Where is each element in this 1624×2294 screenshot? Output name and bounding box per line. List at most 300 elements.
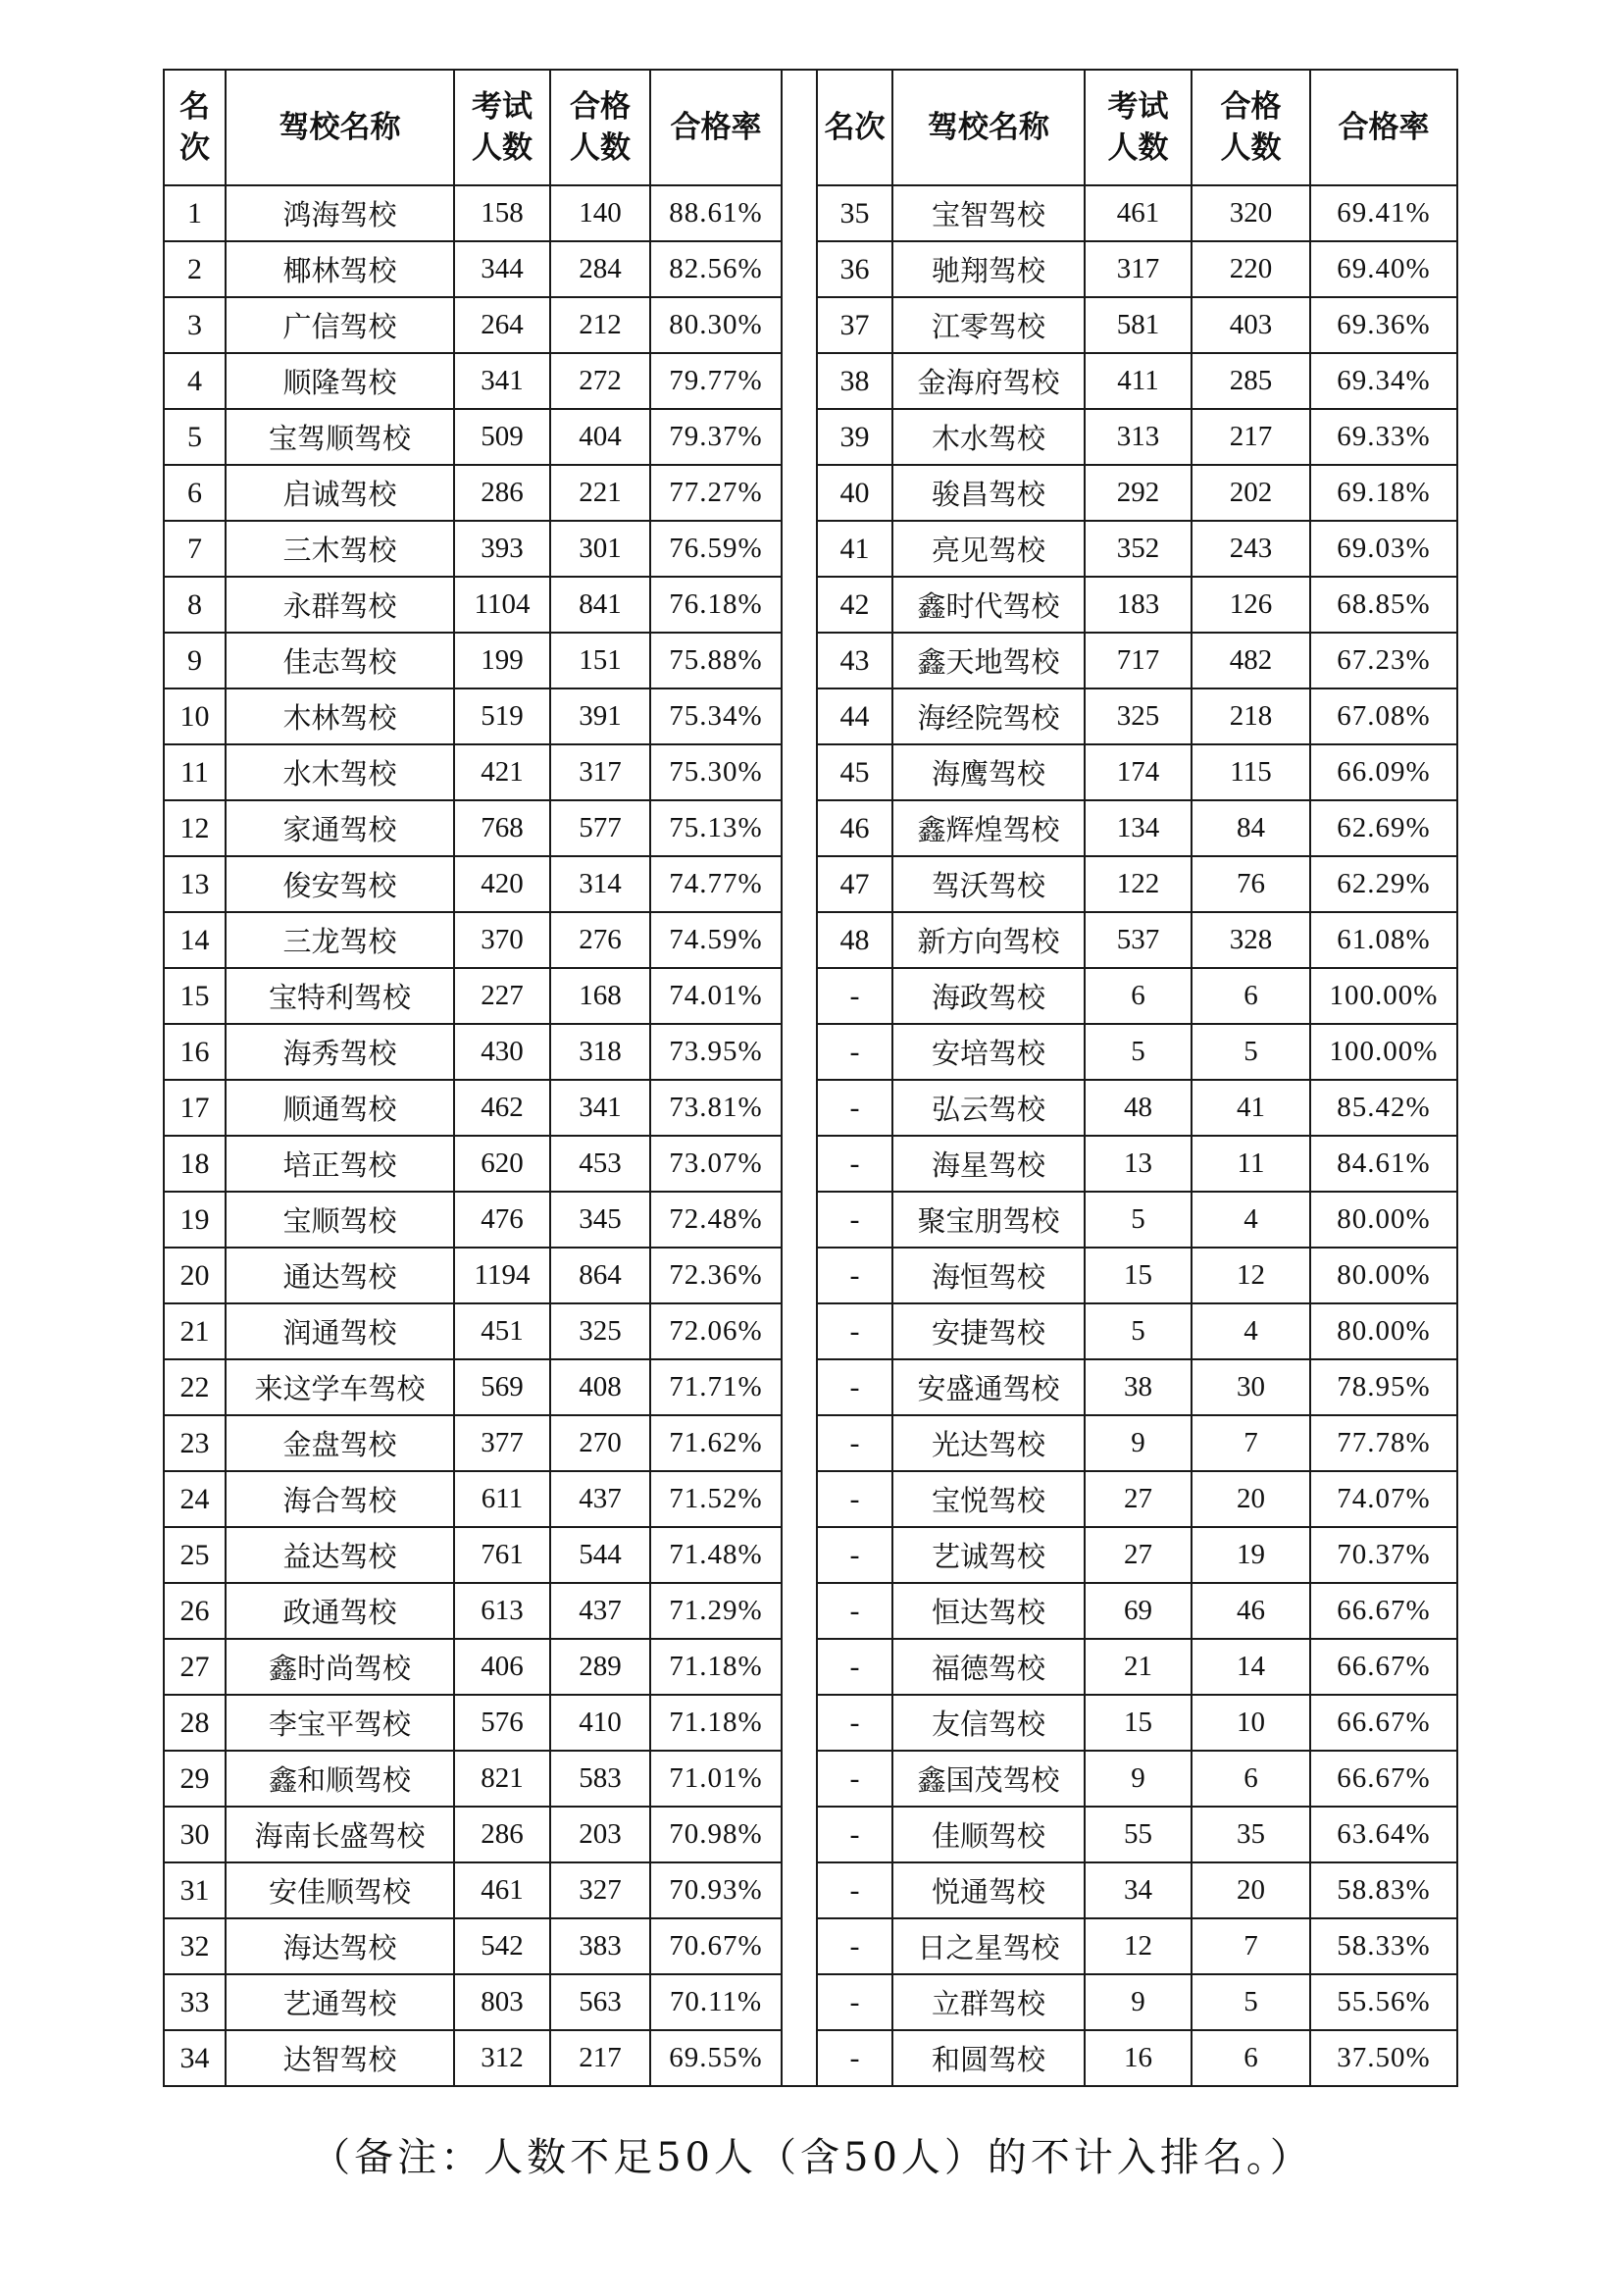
- right-exam-count-cell: 411: [1085, 353, 1192, 409]
- right-pass-rate-cell: 85.42%: [1310, 1080, 1457, 1136]
- right-rank-cell: 35: [817, 185, 892, 241]
- right-school-name-cell: 艺诚驾校: [892, 1527, 1085, 1583]
- left-rank-cell: 10: [164, 688, 226, 744]
- left-school-name-cell: 家通驾校: [226, 800, 454, 856]
- column-gap: [782, 856, 817, 912]
- table-row: [164, 297, 1457, 353]
- right-school-name-cell: 福德驾校: [892, 1639, 1085, 1695]
- left-exam-count-cell: 620: [454, 1136, 550, 1192]
- table-row: [164, 633, 1457, 688]
- right-rank-cell: -: [817, 1862, 892, 1918]
- table-row: [164, 1192, 1457, 1248]
- right-exam-count-cell: 9: [1085, 1415, 1192, 1471]
- left-exam-count-cell: 461: [454, 1862, 550, 1918]
- right-pass-rate-cell: 69.33%: [1310, 409, 1457, 465]
- left-pass-count-cell: 168: [550, 968, 650, 1024]
- left-pass-rate-cell: 71.71%: [650, 1359, 782, 1415]
- right-exam-count-cell: 9: [1085, 1751, 1192, 1807]
- right-pass-count-cell: 4: [1192, 1303, 1310, 1359]
- left-pass-rate-cell: 77.27%: [650, 465, 782, 521]
- left-pass-rate-cell: 70.11%: [650, 1974, 782, 2030]
- left-pass-rate-cell: 70.93%: [650, 1862, 782, 1918]
- right-pass-rate-cell: 84.61%: [1310, 1136, 1457, 1192]
- right-school-name-cell: 友信驾校: [892, 1695, 1085, 1751]
- right-school-name-cell: 木水驾校: [892, 409, 1085, 465]
- left-pass-count-cell: 583: [550, 1751, 650, 1807]
- table-row: [164, 1359, 1457, 1415]
- right-school-name-cell: 安盛通驾校: [892, 1359, 1085, 1415]
- left-school-name-cell: 佳志驾校: [226, 633, 454, 688]
- right-exam-count-cell: 317: [1085, 241, 1192, 297]
- left-rank-cell: 22: [164, 1359, 226, 1415]
- table-row: [164, 1527, 1457, 1583]
- left-rank-cell: 14: [164, 912, 226, 968]
- left-rank-cell: 31: [164, 1862, 226, 1918]
- left-school-name-cell: 通达驾校: [226, 1248, 454, 1303]
- column-gap: [782, 1471, 817, 1527]
- right-exam-count-cell: 581: [1085, 297, 1192, 353]
- left-exam-count-cell: 430: [454, 1024, 550, 1080]
- right-pass-count-cell: 41: [1192, 1080, 1310, 1136]
- left-school-name-cell: 三木驾校: [226, 521, 454, 577]
- right-pass-count-cell: 11: [1192, 1136, 1310, 1192]
- header-exam-count-left: 考试 人数: [454, 70, 550, 185]
- right-pass-count-cell: 5: [1192, 1974, 1310, 2030]
- table-row: [164, 1471, 1457, 1527]
- left-pass-rate-cell: 70.98%: [650, 1807, 782, 1862]
- left-pass-count-cell: 577: [550, 800, 650, 856]
- right-rank-cell: 41: [817, 521, 892, 577]
- right-school-name-cell: 江零驾校: [892, 297, 1085, 353]
- left-rank-cell: 21: [164, 1303, 226, 1359]
- table-row: [164, 521, 1457, 577]
- table-row: [164, 1303, 1457, 1359]
- right-exam-count-cell: 13: [1085, 1136, 1192, 1192]
- right-exam-count-cell: 27: [1085, 1471, 1192, 1527]
- right-rank-cell: 38: [817, 353, 892, 409]
- left-school-name-cell: 木林驾校: [226, 688, 454, 744]
- left-exam-count-cell: 227: [454, 968, 550, 1024]
- right-exam-count-cell: 55: [1085, 1807, 1192, 1862]
- right-pass-rate-cell: 66.67%: [1310, 1639, 1457, 1695]
- right-school-name-cell: 立群驾校: [892, 1974, 1085, 2030]
- left-school-name-cell: 海秀驾校: [226, 1024, 454, 1080]
- right-pass-rate-cell: 78.95%: [1310, 1359, 1457, 1415]
- left-school-name-cell: 广信驾校: [226, 297, 454, 353]
- table-row: [164, 688, 1457, 744]
- table-body: [164, 185, 1457, 2086]
- right-pass-rate-cell: 58.83%: [1310, 1862, 1457, 1918]
- left-rank-cell: 12: [164, 800, 226, 856]
- left-pass-rate-cell: 72.36%: [650, 1248, 782, 1303]
- left-exam-count-cell: 286: [454, 465, 550, 521]
- left-school-name-cell: 椰林驾校: [226, 241, 454, 297]
- right-pass-count-cell: 202: [1192, 465, 1310, 521]
- right-exam-count-cell: 15: [1085, 1695, 1192, 1751]
- right-exam-count-cell: 34: [1085, 1862, 1192, 1918]
- left-rank-cell: 6: [164, 465, 226, 521]
- left-exam-count-cell: 370: [454, 912, 550, 968]
- right-exam-count-cell: 122: [1085, 856, 1192, 912]
- left-school-name-cell: 益达驾校: [226, 1527, 454, 1583]
- right-pass-rate-cell: 55.56%: [1310, 1974, 1457, 2030]
- header-rank-left: 名 次: [164, 70, 226, 185]
- left-pass-count-cell: 325: [550, 1303, 650, 1359]
- left-pass-rate-cell: 71.62%: [650, 1415, 782, 1471]
- left-school-name-cell: 鑫时尚驾校: [226, 1639, 454, 1695]
- right-pass-count-cell: 5: [1192, 1024, 1310, 1080]
- right-rank-cell: -: [817, 1024, 892, 1080]
- left-rank-cell: 17: [164, 1080, 226, 1136]
- left-rank-cell: 2: [164, 241, 226, 297]
- right-rank-cell: -: [817, 1471, 892, 1527]
- left-pass-count-cell: 217: [550, 2030, 650, 2086]
- column-gap: [782, 353, 817, 409]
- right-pass-count-cell: 218: [1192, 688, 1310, 744]
- right-exam-count-cell: 6: [1085, 968, 1192, 1024]
- column-gap: [782, 1639, 817, 1695]
- ranking-table: [163, 69, 1458, 2087]
- left-school-name-cell: 李宝平驾校: [226, 1695, 454, 1751]
- right-pass-count-cell: 46: [1192, 1583, 1310, 1639]
- right-exam-count-cell: 461: [1085, 185, 1192, 241]
- right-school-name-cell: 新方向驾校: [892, 912, 1085, 968]
- right-rank-cell: 48: [817, 912, 892, 968]
- left-rank-cell: 28: [164, 1695, 226, 1751]
- left-exam-count-cell: 509: [454, 409, 550, 465]
- column-gap: [782, 1695, 817, 1751]
- right-school-name-cell: 宝智驾校: [892, 185, 1085, 241]
- left-rank-cell: 32: [164, 1918, 226, 1974]
- left-exam-count-cell: 344: [454, 241, 550, 297]
- left-pass-rate-cell: 79.37%: [650, 409, 782, 465]
- right-school-name-cell: 驰翔驾校: [892, 241, 1085, 297]
- right-rank-cell: -: [817, 1136, 892, 1192]
- column-gap: [782, 1918, 817, 1974]
- column-gap: [782, 70, 817, 185]
- left-pass-count-cell: 841: [550, 577, 650, 633]
- right-pass-rate-cell: 63.64%: [1310, 1807, 1457, 1862]
- left-rank-cell: 27: [164, 1639, 226, 1695]
- right-pass-count-cell: 328: [1192, 912, 1310, 968]
- left-pass-rate-cell: 82.56%: [650, 241, 782, 297]
- column-gap: [782, 1359, 817, 1415]
- left-exam-count-cell: 611: [454, 1471, 550, 1527]
- left-pass-rate-cell: 73.81%: [650, 1080, 782, 1136]
- table-row: [164, 1415, 1457, 1471]
- right-pass-count-cell: 320: [1192, 185, 1310, 241]
- right-pass-rate-cell: 80.00%: [1310, 1248, 1457, 1303]
- left-exam-count-cell: 768: [454, 800, 550, 856]
- table-row: [164, 1024, 1457, 1080]
- left-exam-count-cell: 519: [454, 688, 550, 744]
- right-pass-rate-cell: 66.67%: [1310, 1751, 1457, 1807]
- left-pass-rate-cell: 75.88%: [650, 633, 782, 688]
- right-rank-cell: 42: [817, 577, 892, 633]
- right-pass-rate-cell: 62.29%: [1310, 856, 1457, 912]
- right-pass-rate-cell: 61.08%: [1310, 912, 1457, 968]
- right-exam-count-cell: 16: [1085, 2030, 1192, 2086]
- column-gap: [782, 912, 817, 968]
- left-pass-rate-cell: 80.30%: [650, 297, 782, 353]
- right-pass-count-cell: 403: [1192, 297, 1310, 353]
- left-pass-rate-cell: 70.67%: [650, 1918, 782, 1974]
- left-rank-cell: 33: [164, 1974, 226, 2030]
- header-pass-rate-left: 合格率: [650, 70, 782, 185]
- right-rank-cell: -: [817, 1639, 892, 1695]
- left-pass-rate-cell: 73.95%: [650, 1024, 782, 1080]
- right-rank-cell: -: [817, 1583, 892, 1639]
- left-exam-count-cell: 264: [454, 297, 550, 353]
- header-row: [164, 70, 1457, 185]
- right-school-name-cell: 鑫辉煌驾校: [892, 800, 1085, 856]
- left-rank-cell: 19: [164, 1192, 226, 1248]
- right-school-name-cell: 鑫时代驾校: [892, 577, 1085, 633]
- right-pass-count-cell: 19: [1192, 1527, 1310, 1583]
- right-pass-count-cell: 12: [1192, 1248, 1310, 1303]
- column-gap: [782, 521, 817, 577]
- table-row: [164, 1248, 1457, 1303]
- left-pass-rate-cell: 76.59%: [650, 521, 782, 577]
- column-gap: [782, 577, 817, 633]
- left-school-name-cell: 宝顺驾校: [226, 1192, 454, 1248]
- table-row: [164, 353, 1457, 409]
- left-pass-rate-cell: 71.18%: [650, 1639, 782, 1695]
- left-pass-count-cell: 289: [550, 1639, 650, 1695]
- table-row: [164, 744, 1457, 800]
- table-row: [164, 577, 1457, 633]
- left-school-name-cell: 启诚驾校: [226, 465, 454, 521]
- right-pass-count-cell: 126: [1192, 577, 1310, 633]
- left-rank-cell: 1: [164, 185, 226, 241]
- table-row: [164, 912, 1457, 968]
- left-pass-count-cell: 221: [550, 465, 650, 521]
- left-pass-count-cell: 383: [550, 1918, 650, 1974]
- left-pass-count-cell: 437: [550, 1583, 650, 1639]
- right-school-name-cell: 鑫国茂驾校: [892, 1751, 1085, 1807]
- left-rank-cell: 24: [164, 1471, 226, 1527]
- table-row: [164, 1695, 1457, 1751]
- column-gap: [782, 968, 817, 1024]
- right-rank-cell: 44: [817, 688, 892, 744]
- left-pass-rate-cell: 71.48%: [650, 1527, 782, 1583]
- left-pass-rate-cell: 79.77%: [650, 353, 782, 409]
- left-pass-rate-cell: 71.29%: [650, 1583, 782, 1639]
- right-rank-cell: -: [817, 2030, 892, 2086]
- left-rank-cell: 5: [164, 409, 226, 465]
- right-pass-count-cell: 14: [1192, 1639, 1310, 1695]
- right-school-name-cell: 宝悦驾校: [892, 1471, 1085, 1527]
- right-pass-count-cell: 7: [1192, 1918, 1310, 1974]
- right-pass-rate-cell: 69.18%: [1310, 465, 1457, 521]
- right-rank-cell: -: [817, 1695, 892, 1751]
- right-exam-count-cell: 15: [1085, 1248, 1192, 1303]
- right-school-name-cell: 聚宝朋驾校: [892, 1192, 1085, 1248]
- right-rank-cell: -: [817, 1303, 892, 1359]
- right-exam-count-cell: 537: [1085, 912, 1192, 968]
- column-gap: [782, 465, 817, 521]
- table-row: [164, 185, 1457, 241]
- right-exam-count-cell: 48: [1085, 1080, 1192, 1136]
- column-gap: [782, 1862, 817, 1918]
- right-exam-count-cell: 5: [1085, 1024, 1192, 1080]
- right-rank-cell: -: [817, 1192, 892, 1248]
- column-gap: [782, 1080, 817, 1136]
- right-rank-cell: 47: [817, 856, 892, 912]
- left-pass-count-cell: 276: [550, 912, 650, 968]
- left-exam-count-cell: 312: [454, 2030, 550, 2086]
- table-row: [164, 1807, 1457, 1862]
- left-rank-cell: 26: [164, 1583, 226, 1639]
- column-gap: [782, 1136, 817, 1192]
- right-rank-cell: 36: [817, 241, 892, 297]
- header-rank-right: 名次: [817, 70, 892, 185]
- table-row: [164, 1583, 1457, 1639]
- left-school-name-cell: 培正驾校: [226, 1136, 454, 1192]
- right-rank-cell: 46: [817, 800, 892, 856]
- left-school-name-cell: 安佳顺驾校: [226, 1862, 454, 1918]
- left-pass-count-cell: 391: [550, 688, 650, 744]
- right-pass-count-cell: 217: [1192, 409, 1310, 465]
- right-exam-count-cell: 5: [1085, 1303, 1192, 1359]
- left-pass-count-cell: 404: [550, 409, 650, 465]
- right-exam-count-cell: 325: [1085, 688, 1192, 744]
- right-rank-cell: -: [817, 968, 892, 1024]
- left-exam-count-cell: 542: [454, 1918, 550, 1974]
- left-exam-count-cell: 803: [454, 1974, 550, 2030]
- table-row: [164, 1080, 1457, 1136]
- column-gap: [782, 185, 817, 241]
- left-exam-count-cell: 393: [454, 521, 550, 577]
- right-rank-cell: -: [817, 1248, 892, 1303]
- column-gap: [782, 1248, 817, 1303]
- right-school-name-cell: 日之星驾校: [892, 1918, 1085, 1974]
- table-row: [164, 856, 1457, 912]
- left-school-name-cell: 三龙驾校: [226, 912, 454, 968]
- left-pass-count-cell: 272: [550, 353, 650, 409]
- left-pass-count-cell: 284: [550, 241, 650, 297]
- right-school-name-cell: 佳顺驾校: [892, 1807, 1085, 1862]
- right-exam-count-cell: 21: [1085, 1639, 1192, 1695]
- left-exam-count-cell: 421: [454, 744, 550, 800]
- right-pass-count-cell: 30: [1192, 1359, 1310, 1415]
- left-school-name-cell: 俊安驾校: [226, 856, 454, 912]
- table-row: [164, 1136, 1457, 1192]
- right-pass-rate-cell: 80.00%: [1310, 1192, 1457, 1248]
- left-rank-cell: 15: [164, 968, 226, 1024]
- right-school-name-cell: 骏昌驾校: [892, 465, 1085, 521]
- header-exam-count-right: 考试 人数: [1085, 70, 1192, 185]
- right-pass-count-cell: 4: [1192, 1192, 1310, 1248]
- right-pass-rate-cell: 69.03%: [1310, 521, 1457, 577]
- left-exam-count-cell: 1194: [454, 1248, 550, 1303]
- column-gap: [782, 800, 817, 856]
- column-gap: [782, 1974, 817, 2030]
- left-school-name-cell: 宝驾顺驾校: [226, 409, 454, 465]
- left-pass-rate-cell: 88.61%: [650, 185, 782, 241]
- left-rank-cell: 13: [164, 856, 226, 912]
- right-rank-cell: -: [817, 1918, 892, 1974]
- right-school-name-cell: 安培驾校: [892, 1024, 1085, 1080]
- left-exam-count-cell: 406: [454, 1639, 550, 1695]
- right-rank-cell: -: [817, 1527, 892, 1583]
- right-exam-count-cell: 27: [1085, 1527, 1192, 1583]
- right-school-name-cell: 金海府驾校: [892, 353, 1085, 409]
- right-exam-count-cell: 5: [1085, 1192, 1192, 1248]
- left-school-name-cell: 达智驾校: [226, 2030, 454, 2086]
- table-row: [164, 409, 1457, 465]
- right-school-name-cell: 海政驾校: [892, 968, 1085, 1024]
- right-pass-count-cell: 6: [1192, 2030, 1310, 2086]
- right-pass-rate-cell: 67.08%: [1310, 688, 1457, 744]
- right-school-name-cell: 鑫天地驾校: [892, 633, 1085, 688]
- left-exam-count-cell: 377: [454, 1415, 550, 1471]
- left-pass-count-cell: 212: [550, 297, 650, 353]
- right-pass-count-cell: 285: [1192, 353, 1310, 409]
- left-pass-rate-cell: 71.01%: [650, 1751, 782, 1807]
- left-exam-count-cell: 569: [454, 1359, 550, 1415]
- footnote: （备注：人数不足50人（含50人）的不计入排名。）: [311, 2135, 1313, 2180]
- left-rank-cell: 18: [164, 1136, 226, 1192]
- left-pass-rate-cell: 71.52%: [650, 1471, 782, 1527]
- left-exam-count-cell: 476: [454, 1192, 550, 1248]
- right-exam-count-cell: 38: [1085, 1359, 1192, 1415]
- left-exam-count-cell: 576: [454, 1695, 550, 1751]
- left-pass-rate-cell: 75.13%: [650, 800, 782, 856]
- left-pass-count-cell: 151: [550, 633, 650, 688]
- left-school-name-cell: 艺通驾校: [226, 1974, 454, 2030]
- left-school-name-cell: 顺通驾校: [226, 1080, 454, 1136]
- right-pass-rate-cell: 69.36%: [1310, 297, 1457, 353]
- left-rank-cell: 11: [164, 744, 226, 800]
- right-pass-rate-cell: 67.23%: [1310, 633, 1457, 688]
- column-gap: [782, 1751, 817, 1807]
- table-row: [164, 1918, 1457, 1974]
- right-pass-rate-cell: 62.69%: [1310, 800, 1457, 856]
- right-exam-count-cell: 183: [1085, 577, 1192, 633]
- right-pass-count-cell: 482: [1192, 633, 1310, 688]
- left-pass-rate-cell: 74.59%: [650, 912, 782, 968]
- right-school-name-cell: 海经院驾校: [892, 688, 1085, 744]
- right-pass-count-cell: 20: [1192, 1471, 1310, 1527]
- left-rank-cell: 3: [164, 297, 226, 353]
- table-row: [164, 2030, 1457, 2086]
- left-rank-cell: 25: [164, 1527, 226, 1583]
- left-pass-rate-cell: 76.18%: [650, 577, 782, 633]
- table-row: [164, 465, 1457, 521]
- left-rank-cell: 16: [164, 1024, 226, 1080]
- table-row: [164, 1751, 1457, 1807]
- left-pass-count-cell: 203: [550, 1807, 650, 1862]
- left-rank-cell: 9: [164, 633, 226, 688]
- left-exam-count-cell: 1104: [454, 577, 550, 633]
- left-school-name-cell: 鸿海驾校: [226, 185, 454, 241]
- table-row: [164, 241, 1457, 297]
- right-pass-rate-cell: 37.50%: [1310, 2030, 1457, 2086]
- right-pass-rate-cell: 66.67%: [1310, 1583, 1457, 1639]
- table-row: [164, 968, 1457, 1024]
- right-school-name-cell: 海鹰驾校: [892, 744, 1085, 800]
- column-gap: [782, 1527, 817, 1583]
- header-pass-rate-right: 合格率: [1310, 70, 1457, 185]
- left-school-name-cell: 海南长盛驾校: [226, 1807, 454, 1862]
- right-pass-count-cell: 76: [1192, 856, 1310, 912]
- left-exam-count-cell: 821: [454, 1751, 550, 1807]
- table-row: [164, 800, 1457, 856]
- left-pass-count-cell: 408: [550, 1359, 650, 1415]
- right-rank-cell: 37: [817, 297, 892, 353]
- left-pass-rate-cell: 74.77%: [650, 856, 782, 912]
